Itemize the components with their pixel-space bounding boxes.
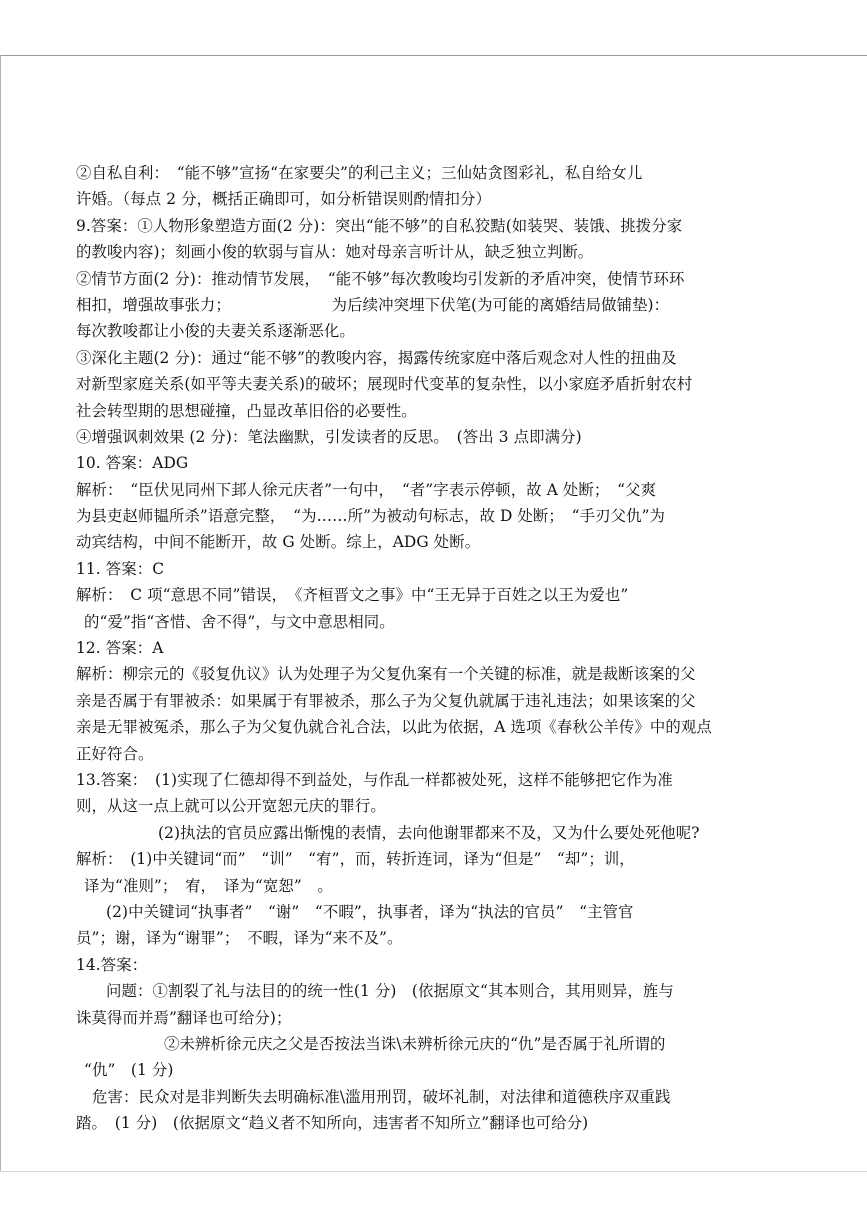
q11-analysis-line1: 解析： C 项“意思不同”错误， 《齐桓晋文之事》中“王无异于百姓之以王为爱也” — [76, 586, 629, 605]
q13-analysis-line3: (2)中关键词“执事者” “谢” “不暇”，执事者，译为“执法的官员” “主管官 — [106, 902, 634, 921]
q9-theme-line2: 对新型家庭关系(如平等夫妻关系)的破坏；展现时代变革的复杂性，以小家庭矛盾折射农村 — [76, 375, 693, 394]
q14-harm-line2: 踏。 (1 分) (依据原文“趋义者不知所向，违害者不知所立”翻译也可给分) — [76, 1114, 589, 1133]
q13-answer-line1: 13.答案： (1)实现了仁德却得不到益处，与作乱一样都被处死，这样不能够把它作为准 — [76, 770, 673, 789]
q8-point2-line2: 许婚。（每点 2 分，概括正确即可，如分析错误则酌情扣分） — [76, 190, 491, 209]
q13-analysis-line2: 译为“准则”； 宥， 译为“宽恕” 。 — [84, 876, 333, 895]
q12-analysis-line3: 亲是无罪被冤杀，那么子为父复仇就合礼合法，以此为依据，A 选项《春秋公羊传》中的观点 — [76, 718, 712, 737]
q9-plot-line3: 每次教唆都让小俊的夫妻关系逐渐恶化。 — [76, 322, 355, 341]
answer-document-body — [76, 160, 808, 1136]
q14-problem-line2: 诛莫得而并焉”翻译也可给分)； — [76, 1008, 292, 1027]
q10-analysis-line1: 解析： “臣伏见同州下邽人徐元庆者”一句中， “者”字表示停顿，故 A 处断； “父爽 — [76, 480, 657, 499]
q9-theme-line3: 社会转型期的思想碰撞，凸显改革旧俗的必要性。 — [76, 401, 417, 420]
q10-analysis-line3: 动宾结构，中间不能断开，故 G 处断。综上，ADG 处断。 — [76, 533, 481, 552]
q13-analysis-line1: 解析： (1)中关键词“而” “训” “宥”，而，转折连词，译为“但是” “却”；训， — [76, 850, 635, 869]
q14-harm-line1: 危害：民众对是非判断失去明确标准\滥用刑罚，破坏礼制，对法律和道德秩序双重践 — [92, 1087, 671, 1106]
q14-problem-line1: 问题：①割裂了礼与法目的的统一性(1 分) (依据原文“其本则合，其用则异，旌与 — [106, 982, 674, 1001]
q9-answer-line2: 的教唆内容)；刻画小俊的软弱与盲从：她对母亲言听计从，缺乏独立判断。 — [76, 243, 594, 262]
q9-satire-line: ④增强讽刺效果 (2 分)：笔法幽默，引发读者的反思。 (答出 3 点即满分) — [76, 427, 582, 446]
page-left-border — [0, 55, 1, 1171]
q12-analysis-line1: 解析：柳宗元的《驳复仇议》认为处理子为父复仇案有一个关键的标准，就是裁断该案的父 — [76, 665, 696, 684]
q12-analysis-line2: 亲是否属于有罪被杀：如果属于有罪被杀，那么子为父复仇就属于违礼违法；如果该案的父 — [76, 691, 696, 710]
q14-problem-line3: ②未辨析徐元庆之父是否按法当诛\未辨析徐元庆的“仇”是否属于礼所谓的 — [164, 1034, 666, 1053]
q8-point2-line1: ②自私自利： “能不够”宣扬“在家要尖”的利己主义；三仙姑贪图彩礼，私自给女儿 — [76, 164, 643, 182]
q12-analysis-line4: 正好符合。 — [76, 744, 154, 763]
q12-answer: 12. 答案：A — [76, 639, 164, 658]
page-bottom-border — [0, 1171, 867, 1172]
q13-answer-line2: 则，从这一点上就可以公开宽恕元庆的罪行。 — [76, 797, 386, 816]
q10-analysis-line2: 为县吏赵师韫所杀”语意完整， “为……所”为被动句标志，故 D 处断； “手刃父仇”为 — [76, 507, 666, 526]
q14-answer-heading: 14.答案： — [76, 955, 148, 974]
q13-analysis-line4: 员”；谢，译为“谢罪”； 不暇，译为“来不及”。 — [76, 929, 403, 948]
q14-problem-line4: “仇” (1 分) — [84, 1061, 174, 1080]
q9-answer-line1: 9.答案：①人物形象塑造方面(2 分)：突出“能不够”的自私狡黠(如装哭、装饿、挑拨分家 — [76, 216, 683, 235]
page-top-border — [0, 55, 867, 56]
q13-answer-line3: (2)执法的官员应露出惭愧的表情，去向他谢罪都来不及，又为什么要处死他呢? — [158, 823, 700, 842]
q10-answer: 10. 答案：ADG — [76, 454, 189, 473]
q9-plot-line1: ②情节方面(2 分)：推动情节发展， “能不够”每次教唆均引发新的矛盾冲突，使情节环环 — [76, 269, 685, 288]
q11-analysis-line2: 的“爱”指“吝惜、舍不得”，与文中意思相同。 — [84, 612, 395, 631]
q9-plot-line2: 相扣，增强故事张力； 为后续冲突埋下伏笔(为可能的离婚结局做铺垫)： — [76, 295, 670, 314]
q9-theme-line1: ③深化主题(2 分)：通过“能不够”的教唆内容，揭露传统家庭中落后观念对人性的扭曲及 — [76, 348, 677, 367]
q11-answer: 11. 答案：C — [76, 559, 165, 578]
